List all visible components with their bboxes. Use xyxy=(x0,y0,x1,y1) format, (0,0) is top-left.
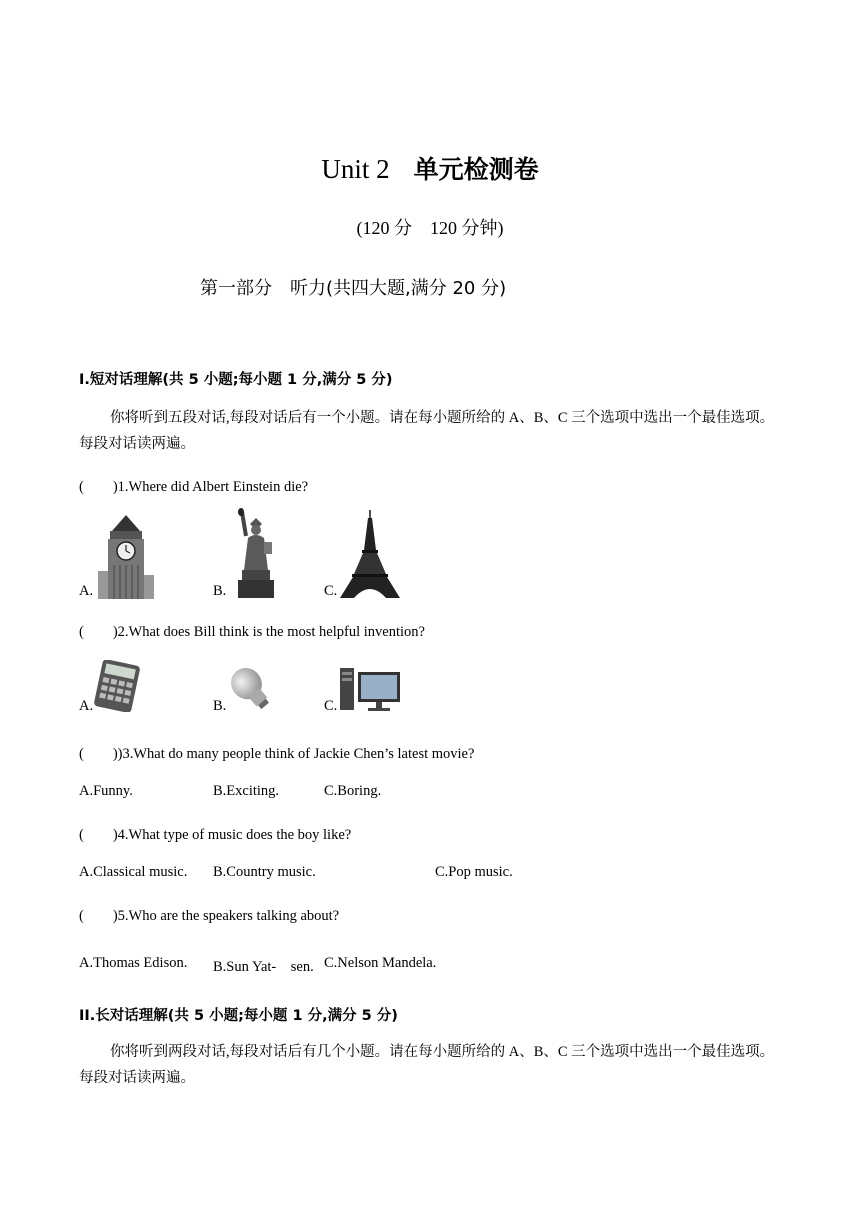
section2-heading: II.长对话理解(共 5 小题;每小题 1 分,满分 5 分) xyxy=(79,1008,398,1024)
page-title xyxy=(0,150,860,186)
section2-instructions: 你将听到两段对话,每段对话后有几个小题。请在每小题所给的 A、B、C 三个选项中选出一个最佳选项。每段对话读两遍。 xyxy=(79,1044,775,1086)
q4-option-c: C.Pop music. xyxy=(435,864,513,880)
part-heading: 第一部分 听力(共四大题,满分 20 分) xyxy=(200,278,507,299)
computer-icon xyxy=(338,664,402,714)
page-subtitle: (120 分 120 分钟) xyxy=(356,218,504,238)
q2-option-b: B. xyxy=(213,698,227,714)
q5-option-b: B.Sun Yat- sen. xyxy=(213,959,314,975)
title-chinese: 单元检测卷 xyxy=(413,155,539,184)
q5-option-a: A.Thomas Edison. xyxy=(79,955,188,971)
calculator-icon xyxy=(92,660,142,712)
title-unit: Unit 2 xyxy=(321,154,390,184)
q3-option-b: B.Exciting. xyxy=(213,783,280,799)
q1-option-b: B. xyxy=(213,583,227,599)
section1-instructions: 你将听到五段对话,每段对话后有一个小题。请在每小题所给的 A、B、C 三个选项中选出一个最佳选项。每段对话读两遍。 xyxy=(79,410,775,452)
eiffel-tower-icon xyxy=(340,510,400,598)
question-5: ( )5.Who are the speakers talking about? xyxy=(79,908,340,924)
light-bulb-icon xyxy=(226,664,276,714)
question-3: ( ))3.What do many people think of Jackie Chen’s latest movie? xyxy=(79,746,475,762)
statue-of-liberty-icon xyxy=(228,508,284,598)
q2-option-c: C. xyxy=(324,698,338,714)
section1-heading: I.短对话理解(共 5 小题;每小题 1 分,满分 5 分) xyxy=(79,372,393,388)
q1-option-a: A. xyxy=(79,583,94,599)
q4-option-a: A.Classical music. xyxy=(79,864,188,880)
q2-option-a: A. xyxy=(79,698,94,714)
q1-option-c: C. xyxy=(324,583,338,599)
big-ben-icon xyxy=(98,515,154,599)
question-4: ( )4.What type of music does the boy like? xyxy=(79,827,352,843)
question-2: ( )2.What does Bill think is the most helpful invention? xyxy=(79,624,425,640)
question-1: ( )1.Where did Albert Einstein die? xyxy=(79,479,309,495)
q4-option-b: B.Country music. xyxy=(213,864,316,880)
q5-option-c: C.Nelson Mandela. xyxy=(324,955,437,971)
q3-option-a: A.Funny. xyxy=(79,783,133,799)
q3-option-c: C.Boring. xyxy=(324,783,382,799)
